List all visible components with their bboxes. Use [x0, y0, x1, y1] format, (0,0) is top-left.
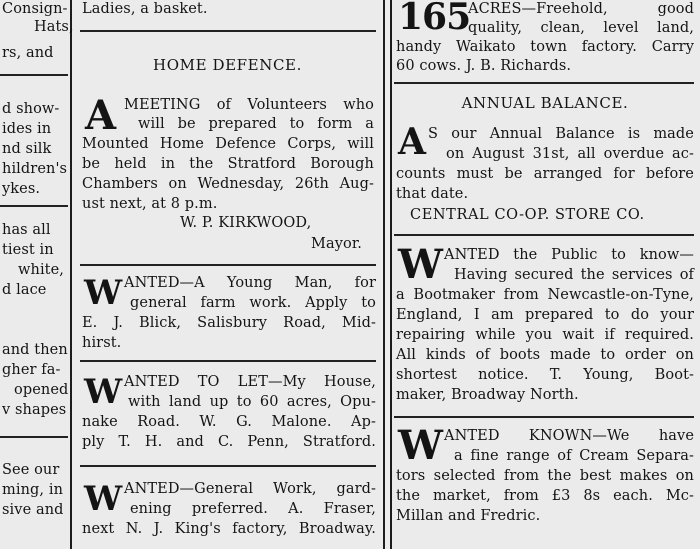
fragment-line: d show- — [2, 101, 60, 117]
ad-line: with land up to 60 acres, Opu- — [128, 394, 376, 410]
ad-line: ACRES—Freehold, good — [468, 1, 694, 17]
ad-line: ening preferred. A. Fraser, — [130, 501, 376, 517]
divider — [394, 234, 694, 236]
ad-line: ANTED TO LET—My House, — [124, 374, 376, 390]
notice-line: S our Annual Balance is made — [428, 126, 694, 142]
signer: CENTRAL CO-OP. STORE CO. — [410, 207, 645, 223]
notice-line: MEETING of Volunteers who — [124, 97, 374, 113]
fragment-line: Hats, — [34, 19, 74, 35]
fragment-line: ykes. — [2, 181, 41, 197]
dropcap: W — [398, 422, 443, 469]
ad-line: ANTED—A Young Man, for — [124, 275, 376, 291]
ad-line: repairing while you wait if required. — [396, 327, 694, 343]
ad-line: general farm work. Apply to — [130, 295, 376, 311]
divider — [0, 436, 68, 438]
fragment-line: ming, in — [2, 482, 64, 498]
fragment-line: white, — [18, 262, 65, 278]
ad-line: ANTED—General Work, gard- — [124, 481, 376, 497]
ad-line: ANTED KNOWN—We have — [444, 428, 694, 444]
ad-line: a Bootmaker from Newcastle-on-Tyne, — [396, 287, 694, 303]
fragment-line: Consign- — [2, 1, 68, 17]
notice-line: will be prepared to form a — [138, 116, 374, 132]
fragment-line: and then — [2, 342, 68, 358]
signer-title: Mayor. — [311, 236, 362, 252]
notice-line: be held in the Stratford Borough — [82, 156, 374, 172]
ad-line: hirst. — [82, 335, 122, 351]
acres-number: 165 — [398, 0, 471, 38]
notice-line: ust next, at 8 p.m. — [82, 196, 218, 212]
divider — [394, 416, 694, 418]
divider — [0, 74, 68, 76]
fragment-line: d lace — [2, 282, 47, 298]
ad-line: ply T. H. and C. Penn, Stratford. — [82, 434, 376, 450]
notice-line: on August 31st, all overdue ac- — [446, 146, 694, 162]
ad-line: All kinds of boots made to order on — [396, 347, 694, 363]
fragment-line: See our — [2, 462, 60, 478]
column-rule — [383, 0, 385, 549]
divider — [0, 205, 68, 207]
divider — [80, 30, 376, 32]
fragment-line: ides in — [2, 121, 52, 137]
column-rule — [390, 0, 392, 549]
ad-line: tors selected from the best makes on — [396, 468, 694, 484]
divider — [80, 264, 376, 266]
fragment-line: Ladies, a basket. — [82, 1, 208, 17]
ad-line: shortest notice. T. Young, Boot- — [396, 367, 694, 383]
dropcap: W — [84, 372, 123, 412]
fragment-line: hildren's — [2, 161, 68, 177]
ad-line: a fine range of Cream Separa- — [454, 448, 694, 464]
dropcap: A — [85, 92, 117, 139]
divider — [80, 360, 376, 362]
dropcap: W — [84, 479, 123, 519]
notice-title: HOME DEFENCE. — [153, 56, 302, 74]
dropcap: A — [398, 121, 426, 163]
fragment-line: tiest in — [2, 242, 54, 258]
ad-line: Millan and Fredric. — [396, 508, 541, 524]
notice-title: ANNUAL BALANCE. — [461, 94, 629, 112]
ad-line: the market, from £3 8s each. Mc- — [396, 488, 694, 504]
ad-line: quality, clean, level land, — [468, 20, 694, 36]
notice-line: counts must be arranged for before — [396, 166, 694, 182]
ad-line: 60 cows. J. B. Richards. — [396, 58, 572, 74]
signer: W. P. KIRKWOOD, — [180, 215, 312, 231]
notice-line: Mounted Home Defence Corps, will — [82, 136, 374, 152]
dropcap: W — [84, 273, 123, 313]
notice-line: Chambers on Wednesday, 26th Aug- — [82, 176, 374, 192]
fragment-line: has all — [2, 222, 51, 238]
ad-line: E. J. Blick, Salisbury Road, Mid- — [82, 315, 376, 331]
ad-line: England, I am prepared to do your — [396, 307, 694, 323]
fragment-line: gher fa- — [2, 362, 61, 378]
divider — [80, 465, 376, 467]
ad-line: nake Road. W. G. Malone. Ap- — [82, 414, 376, 430]
fragment-line: opened — [14, 382, 69, 398]
divider — [394, 82, 694, 84]
ad-line: Having secured the services of — [454, 267, 694, 283]
column-rule — [70, 0, 72, 549]
fragment-line: sive and — [2, 502, 64, 518]
fragment-line: rs, and — [2, 45, 54, 61]
notice-line: that date. — [396, 186, 469, 202]
ad-line: handy Waikato town factory. Carry — [396, 39, 694, 55]
ad-line: maker, Broadway North. — [396, 387, 579, 403]
fragment-line: v shapes — [2, 402, 67, 418]
ad-line: next N. J. King's factory, Broadway. — [82, 521, 376, 537]
fragment-line: nd silk — [2, 141, 52, 157]
dropcap: W — [398, 241, 443, 288]
ad-line: ANTED the Public to know— — [444, 247, 694, 263]
